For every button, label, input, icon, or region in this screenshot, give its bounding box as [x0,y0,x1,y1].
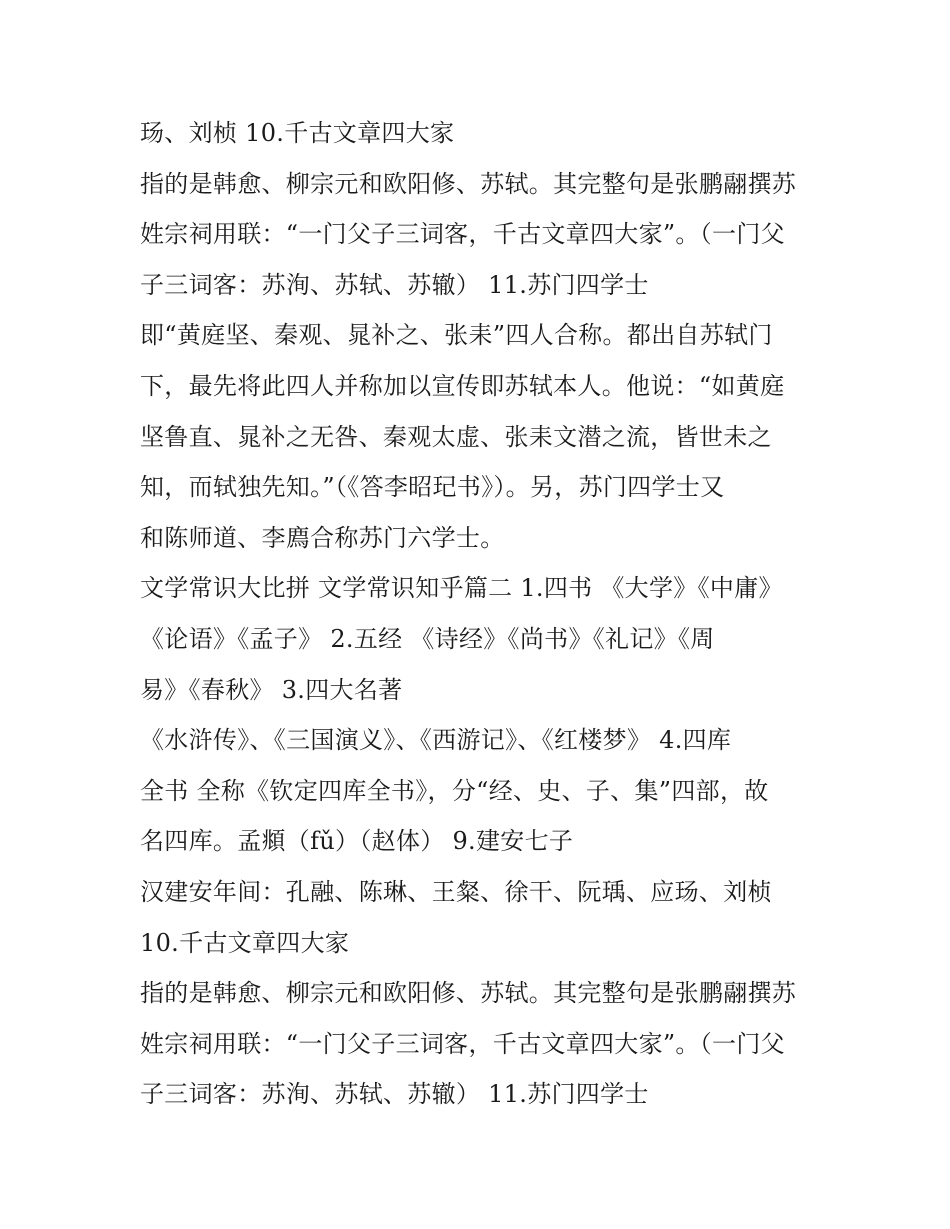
text-line: 子三词客：苏洵、苏轼、苏辙） 11.苏门四学士 [140,1080,649,1109]
text-line: 文学常识大比拼 文学常识知乎篇二 1.四书 《大学》《中庸》 [140,574,783,603]
text-line: 全书 全称《钦定四库全书》，分“经、史、子、集”四部，故 [140,776,769,805]
text-line: 指的是韩愈、柳宗元和欧阳修、苏轼。其完整句是张鹏翮撰苏 [140,169,797,198]
text-line: 《论语》《孟子》 2.五经 《诗经》《尚书》《礼记》《周 [140,624,715,653]
text-line: 姓宗祠用联：“一门父子三词客，千古文章四大家”。（一门父 [140,1029,785,1058]
text-line: 知，而轼独先知。”（《答李昭玘书》）。另，苏门四学士又 [140,473,725,502]
text-line: 10.千古文章四大家 [140,928,350,957]
text-line: 下，最先将此四人并称加以宣传即苏轼本人。他说：“如黄庭 [140,371,785,400]
text-line: 和陈师道、李廌合称苏门六学士。 [140,523,505,552]
text-line: 玚、刘桢 10.千古文章四大家 [140,119,455,147]
text-line: 子三词客：苏洵、苏轼、苏辙） 11.苏门四学士 [140,270,649,299]
text-line: 姓宗祠用联：“一门父子三词客，千古文章四大家”。（一门父 [140,220,785,249]
text-line: 指的是韩愈、柳宗元和欧阳修、苏轼。其完整句是张鹏翮撰苏 [140,979,797,1008]
text-line: 名四库。孟頫（fǔ）（赵体） 9.建安七子 [140,827,574,856]
text-line: 坚鲁直、晁补之无咎、秦观太虚、张耒文潜之流，皆世未之 [140,422,772,451]
text-line: 即“黄庭坚、秦观、晁补之、张耒”四人合称。都出自苏轼门 [140,321,773,350]
text-line: 汉建安年间：孔融、陈琳、王粲、徐干、阮瑀、应玚、刘桢 [140,877,772,906]
body-text [140,108,830,1120]
text-line: 《水浒传》、《三国演义》、《西游记》、《红楼梦》 4.四库 [140,726,732,755]
text-line: 易》《春秋》 3.四大名著 [140,675,403,704]
